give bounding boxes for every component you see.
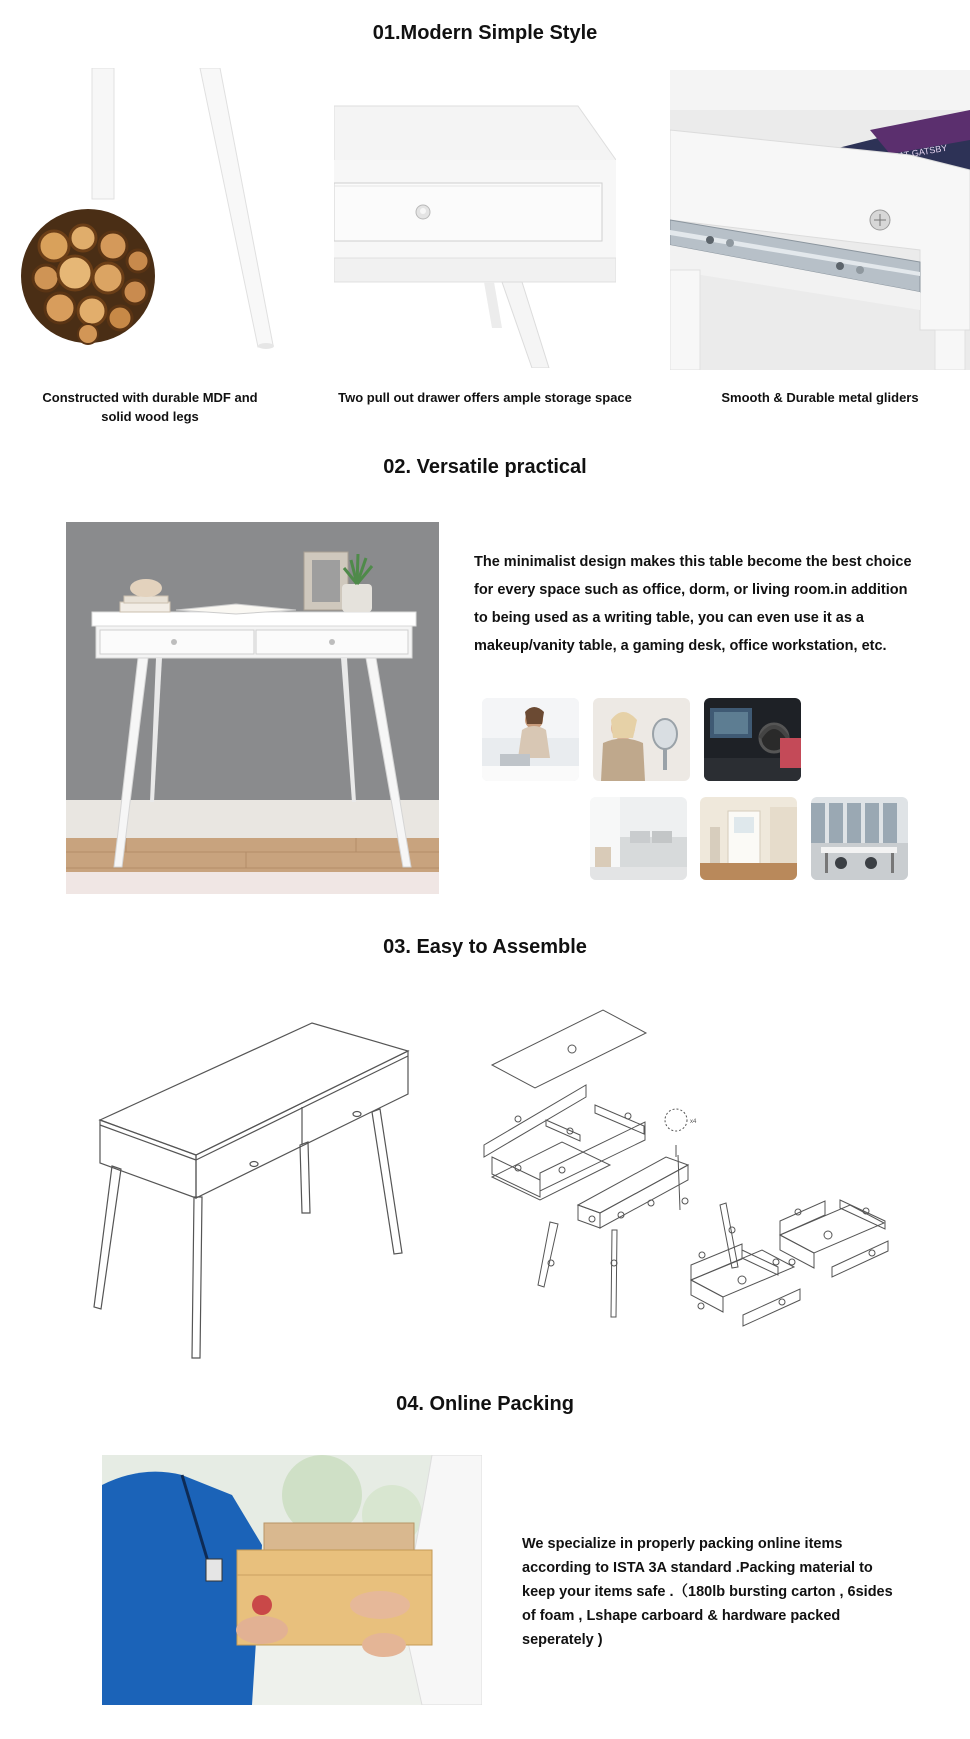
thumb-bedroom	[590, 797, 687, 880]
section-title-modern-style: 01.Modern Simple Style	[372, 22, 598, 44]
photo-legs-and-wood	[20, 68, 280, 368]
caption-drawer: Two pull out drawer offers ample storage space	[338, 390, 632, 405]
thumb-gaming-headset	[704, 698, 801, 781]
section-title-assemble: 03. Easy to Assemble	[383, 936, 587, 958]
photo-delivery-packages	[102, 1455, 482, 1705]
thumb-makeup-mirror-woman	[593, 698, 690, 781]
section-title-versatile: 02. Versatile practical	[383, 456, 587, 478]
caption-mdf: Constructed with durable MDF and solid wood legs	[42, 390, 258, 424]
photo-drawer-closeup	[334, 68, 616, 368]
photo-metal-gliders	[670, 70, 970, 370]
section-title-packing: 04. Online Packing	[396, 1393, 574, 1415]
photo-desk-room	[66, 522, 439, 894]
hardware-quantity-text: x4	[690, 1119, 697, 1125]
thumb-open-office	[811, 797, 908, 880]
caption-gliders: Smooth & Durable metal gliders	[721, 390, 919, 405]
packing-description: We specialize in properly packing online items according to ISTA 3A standard .Packing material to keep your items safe .（180lb bursting carton , 6sides of foam , Lshape carboard & hardware packed seperately )	[522, 1536, 893, 1648]
thumb-office-laptop-woman	[482, 698, 579, 781]
thumb-hallway	[700, 797, 797, 880]
assembled-desk-drawing	[90, 1015, 420, 1360]
wood-logs-circle	[21, 209, 155, 344]
versatile-description: The minimalist design makes this table become the best choice for every space such as office, dorm, or living room.in addition to being used as a writing table, you can even use it as a makeup/vanity table, a gaming desk, office workstation, etc.	[474, 554, 912, 654]
exploded-parts-drawing	[480, 1005, 910, 1375]
